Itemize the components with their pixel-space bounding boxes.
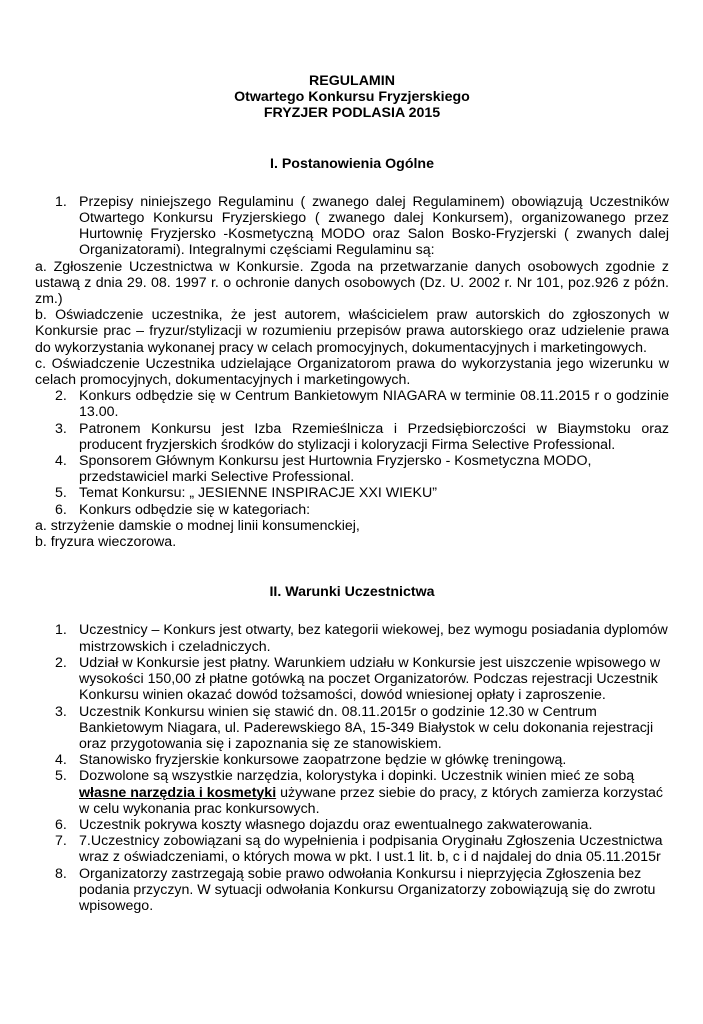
item-number: 8. (55, 865, 67, 882)
item-number: 6. (55, 816, 67, 833)
section-1-item-2 (35, 388, 669, 420)
title-line-1: REGULAMIN (309, 73, 395, 89)
section-2-item-6 (35, 817, 669, 833)
item-number: 3. (55, 703, 67, 720)
item-number: 1. (55, 193, 67, 210)
item-text: Patronem Konkursu jest Izba Rzemieślnicza i Przedsiębiorczości w Biaymstoku oraz producent fryzjerskich środków do stylizacji i koloryzacji Firma Selective Professional. (79, 420, 669, 453)
section-2-item-2 (35, 655, 669, 704)
document-title (35, 73, 669, 122)
item-text: Konkurs odbędzie się w kategoriach: (79, 501, 311, 518)
emphasized-text: własne narzędzia i kosmetyki (79, 784, 277, 801)
item-number: 3. (55, 420, 67, 437)
item-number: 4. (55, 453, 67, 470)
item-number: 7. (55, 833, 67, 850)
item-text: Stanowisko fryzjerskie konkursowe zaopatrzone będzie w główkę treningową. (79, 752, 567, 769)
item-text-start: Dozwolone są wszystkie narzędzia, kolorystyka i dopinki. Uczestnik winien mieć ze sobą (79, 768, 635, 785)
section-1-sub-a: a. Zgłoszenie Uczestnictwa w Konkursie. Zgoda na przetwarzanie danych osobowych zgodnie z ustawą z dnia 29. 08. 1997 r. o ochronie danych osobowych (Dz. U. 2002 r. Nr 101, poz.926 z późn. zm.) (35, 258, 669, 308)
section-1-body (35, 194, 669, 550)
item-number: 6. (55, 501, 67, 518)
section-2-item-8 (35, 866, 669, 915)
item-number: 2. (55, 388, 67, 405)
item-text: Organizatorzy zastrzegają sobie prawo odwołania Konkursu i nieprzyjęcia Zgłoszenia bez podania przyczyn. W sytuacji odwołania Konkursu Organizatorzy zobowiązują się do zwrotu wpisowego. (79, 865, 656, 914)
title-line-3: FRYZJER PODLASIA 2015 (263, 105, 441, 122)
section-2-heading: II. Warunki Uczestnictwa (269, 584, 435, 601)
item-text: 7.Uczestnicy zobowiązani są do wypełnienia i podpisania Oryginału Zgłoszenia Uczestnictwa wraz z oświadczeniami, o których mowa w pkt. I ust.1 lit. b, c i d najdalej do dnia 05.11.2015r (79, 833, 663, 866)
section-1-sub-c: c. Oświadczenie Uczestnika udzielające Organizatorom prawa do wykorzystania jego wizerunku w celach promocyjnych, dokumentacyjnych i marketingowych. (35, 355, 669, 389)
item-text: Uczestnik Konkursu winien się stawić dn. 08.11.2015r o godzinie 12.30 w Centrum Bankietowym Niagara, ul. Paderewskiego 8A, 15-349 Białystok w celu dokonania rejestracji oraz przygotowania się i zapoznania się ze stanowiskiem. (79, 703, 654, 752)
title-line-2: Otwartego Konkursu Fryzjerskiego (234, 89, 470, 106)
section-1-item-4 (35, 453, 669, 485)
section-2-item-7 (35, 833, 669, 865)
section-2-item-5 (35, 768, 669, 817)
section-2-item-1 (35, 622, 669, 654)
section-1-item-6 (35, 502, 669, 518)
item-text: Sponsorem Głównym Konkursu jest Hurtownia Fryzjersko - Kosmetyczna MODO, przedstawiciel marki Selective Professional. (79, 453, 592, 486)
item-text: Przepisy niniejszego Regulaminu ( zwanego dalej Regulaminem) obowiązują Uczestników Otwartego Konkursu Fryzjerskiego ( zwanego dalej Konkursem), organizowanego przez Hurtownię Fryzjersko -Kosmetyczną MODO oraz Salon Bosko-Fryzjerski ( zwanych dalej Organizatorami). Integralnymi częściami Regulaminu są: (79, 193, 669, 259)
item-number: 5. (55, 768, 67, 785)
item-number: 2. (55, 654, 67, 671)
item-number: 1. (55, 622, 67, 639)
section-2-item-3 (35, 704, 669, 753)
section-1-heading: I. Postanowienia Ogólne (270, 155, 434, 172)
section-1-item-3 (35, 421, 669, 453)
section-1-sub-b: b. Oświadczenie uczestnika, że jest autorem, właścicielem praw autorskich do zgłoszonych w Konkursie prac – fryzur/stylizacji w rozumieniu przepisów prawa autorskiego oraz udzielenie prawa do wykorzystania wykonanej pracy w celach promocyjnych, dokumentacyjnych i marketingowych. (35, 307, 669, 356)
item-number: 5. (55, 485, 67, 502)
document-page (35, 73, 669, 914)
item-text: Udział w Konkursie jest płatny. Warunkiem udziału w Konkursie jest uiszczenie wpisowego w wysokości 150,00 zł płatne gotówką na poczet Organizatorów. Podczas rejestracji Uczestnik Konkursu winien okazać dowód tożsamości, dowód wniesionej opłaty i zaproszenie. (79, 654, 661, 704)
item-text: Konkurs odbędzie się w Centrum Bankietowym NIAGARA w terminie 08.11.2015 r o godzinie 13.00. (79, 388, 669, 421)
item-text: Uczestnicy – Konkurs jest otwarty, bez kategorii wiekowej, bez wymogu posiadania dyplomów mistrzowskich i czeladniczych. (79, 622, 668, 655)
category-a: a. strzyżenie damskie o modnej linii konsumenckiej, (35, 517, 360, 534)
section-1-item-5 (35, 485, 669, 501)
item-number: 4. (55, 752, 67, 769)
item-text: Temat Konkursu: „ JESIENNE INSPIRACJE XXI WIEKU” (79, 485, 437, 502)
item-text-end: używane przez siebie do pracy, z których zamierza korzystać w celu wykonania prac konkursowych. (79, 784, 664, 817)
category-b: b. fryzura wieczorowa. (35, 534, 177, 551)
section-2-body (35, 622, 669, 914)
section-2-item-4 (35, 752, 669, 768)
section-1-item-1 (35, 194, 669, 259)
item-text: Uczestnik pokrywa koszty własnego dojazdu oraz ewentualnego zakwaterowania. (79, 816, 593, 833)
